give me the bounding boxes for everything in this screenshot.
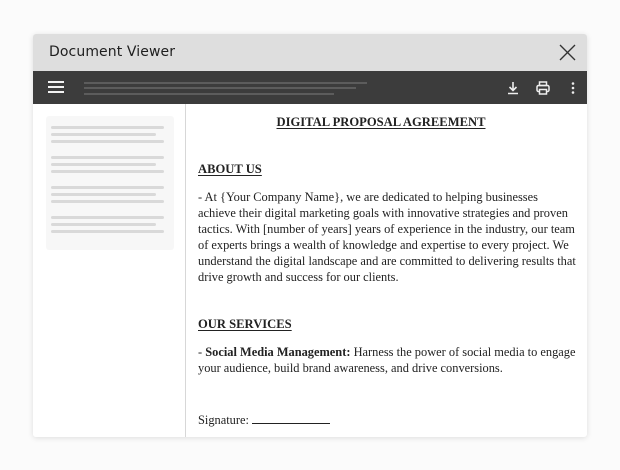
page-thumbnail[interactable] <box>46 116 174 250</box>
service-item-social-media <box>198 344 578 376</box>
thumb-line <box>51 186 164 189</box>
close-icon <box>558 43 577 62</box>
service-label: Social Media Management: <box>205 345 351 359</box>
document-heading: DIGITAL PROPOSAL AGREEMENT <box>276 115 486 129</box>
about-us-paragraph: - At {Your Company Name}, we are dedicated to helping businesses achieve their digital marketing goals with innovative strategies and proven tactics. With [number of years] years of experience in the industry, our team of experts brings a wealth of knowledge and expertise to every project. We understand the digital landscape and are committed to delivering results that drive growth and success for our clients. <box>198 190 576 284</box>
thumb-line <box>51 133 156 136</box>
hamburger-line <box>48 86 64 88</box>
viewer-toolbar <box>33 71 587 104</box>
print-button[interactable] <box>535 80 551 96</box>
service-description: Harness the power of social media to engage your audience, build brand awareness, and drive conversions. <box>198 345 576 375</box>
close-button[interactable] <box>558 43 577 62</box>
service-bullet: - <box>198 345 206 359</box>
thumb-line <box>51 170 164 173</box>
document-viewer-window <box>33 34 587 437</box>
title-bar <box>33 34 587 71</box>
document-title-placeholder <box>84 81 374 97</box>
thumb-line <box>51 200 164 203</box>
hamburger-menu-icon <box>48 81 64 83</box>
signature-label: Signature: <box>198 413 249 427</box>
thumb-line <box>51 156 164 159</box>
thumb-line <box>51 193 156 196</box>
page-thumbnail-sidebar <box>33 104 186 437</box>
window-title: Document Viewer <box>49 44 176 60</box>
thumb-line <box>51 126 164 129</box>
thumb-line <box>51 163 156 166</box>
download-button[interactable] <box>505 80 521 96</box>
menu-button[interactable] <box>48 80 65 94</box>
download-icon <box>505 80 521 96</box>
thumb-line <box>51 223 156 226</box>
signature-line[interactable] <box>252 413 330 424</box>
more-vertical-icon <box>565 80 581 96</box>
placeholder-line <box>84 87 356 89</box>
document-page <box>198 104 578 437</box>
signature-field <box>198 412 578 428</box>
placeholder-line <box>84 82 367 84</box>
placeholder-line <box>84 93 334 95</box>
thumb-line <box>51 140 164 143</box>
more-options-button[interactable] <box>565 80 581 96</box>
hamburger-line <box>48 91 64 93</box>
thumb-line <box>51 230 164 233</box>
thumb-line <box>51 216 164 219</box>
section-heading-our-services: OUR SERVICES <box>198 317 292 331</box>
print-icon <box>535 80 551 96</box>
section-heading-about-us: ABOUT US <box>198 162 262 176</box>
